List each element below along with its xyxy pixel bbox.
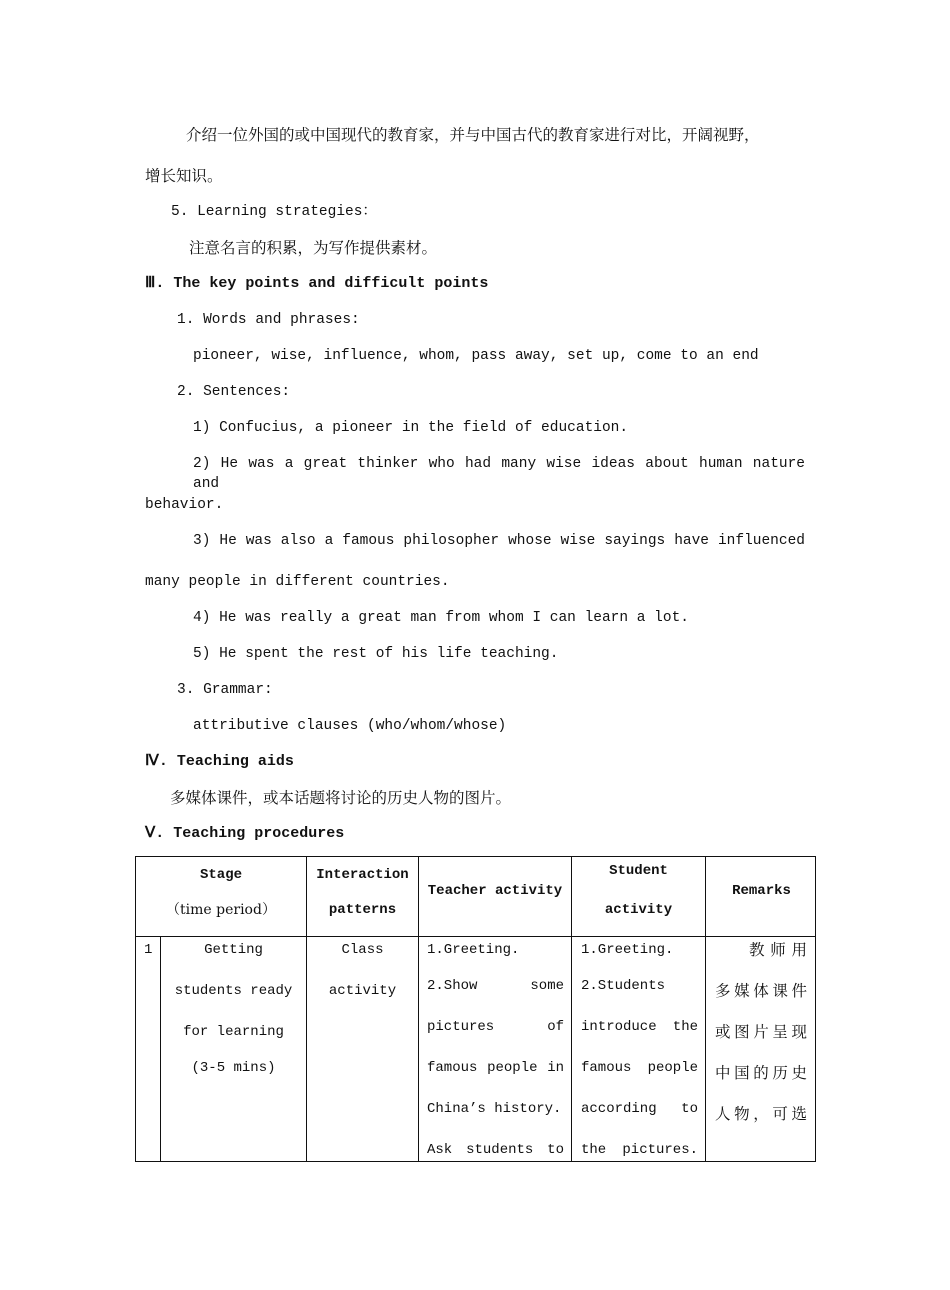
grammar-title: 3. Grammar:: [177, 682, 273, 698]
student-line: introduce the: [581, 1019, 698, 1035]
header-remarks-label: Remarks: [732, 883, 791, 899]
teacher-line: 1.Greeting.: [427, 942, 520, 958]
remarks-line: 多媒体课件: [715, 982, 807, 1000]
stage-line: (3-5 mins): [191, 1060, 276, 1076]
header-teacher-activity: [419, 857, 571, 925]
intro-line-2: 增长知识。: [145, 167, 223, 185]
student-line: 2.Students: [581, 978, 666, 994]
sentence-3-line-1: 3) He was also a famous philosopher whose wise sayings have influenced: [193, 533, 805, 549]
header-stage-sub: （time period）: [166, 902, 276, 918]
row-1-stage: [161, 937, 306, 1081]
remarks-line: 或图片呈现: [715, 1023, 807, 1041]
header-student-line-1: Student: [609, 863, 668, 879]
teacher-line: China’s history.: [427, 1101, 562, 1117]
intro-line-1: 介绍一位外国的或中国现代的教育家，并与中国古代的教育家进行对比，开阔视野，: [186, 126, 760, 144]
sentence-1: 1) Confucius, a pioneer in the field of education.: [193, 420, 629, 436]
row-1-remarks: [715, 937, 807, 1127]
header-interaction-line-1: Interaction: [316, 867, 409, 883]
student-line: the pictures.: [581, 1142, 698, 1158]
stage-line: for learning: [183, 1024, 284, 1040]
sentence-5: 5) He spent the rest of his life teaching.: [193, 646, 559, 662]
student-line: famous people: [581, 1060, 698, 1076]
header-student-activity: [572, 857, 705, 935]
remarks-line: 人物，可选: [715, 1105, 807, 1123]
remarks-line: 教师用: [749, 941, 807, 959]
strategies-title: 5. Learning strategies：: [171, 204, 377, 220]
sentence-2-line-2: behavior.: [145, 497, 224, 513]
header-interaction-line-2: patterns: [328, 902, 397, 918]
sentences-title: 2. Sentences:: [177, 384, 291, 400]
header-stage-label: Stage: [199, 867, 242, 883]
section-4-heading: Ⅳ. Teaching aids: [145, 753, 294, 770]
row-1-student-activity: [581, 937, 698, 1163]
stage-line: students ready: [174, 983, 293, 999]
sentence-4: 4) He was really a great man from whom I can learn a lot.: [193, 610, 689, 626]
stage-line: Getting: [204, 942, 263, 958]
header-interaction: [307, 857, 418, 929]
teacher-line: 2.Show some: [427, 978, 564, 994]
sentence-2-line-1: 2) He was a great thinker who had many wise ideas about human nature and: [193, 456, 805, 492]
teacher-line: famous people in: [427, 1060, 564, 1076]
header-teacher-label: Teacher activity: [427, 883, 563, 899]
header-student-line-2: activity: [604, 902, 673, 918]
grammar-text: attributive clauses (who/whom/whose): [193, 718, 507, 734]
teacher-line: Ask students to: [427, 1142, 564, 1158]
row-number-text: 1: [144, 942, 153, 958]
teaching-procedures-table: [135, 856, 816, 1162]
row-1-teacher-activity: [427, 937, 564, 1163]
interaction-line: Class: [341, 942, 384, 958]
section-3-heading: Ⅲ. The key points and difficult points: [145, 275, 489, 292]
row-number: [144, 937, 158, 963]
student-line: 1.Greeting.: [581, 942, 674, 958]
words-title: 1. Words and phrases:: [177, 312, 360, 328]
header-remarks: [706, 857, 817, 925]
header-stage: [136, 857, 306, 929]
teacher-line: pictures of: [427, 1019, 564, 1035]
student-line: according to: [581, 1101, 698, 1117]
interaction-line: activity: [328, 983, 397, 999]
strategies-text: 注意名言的积累，为写作提供素材。: [189, 239, 438, 257]
words-list: pioneer, wise, influence, whom, pass away, set up, come to an end: [193, 348, 759, 364]
section-5-heading: Ⅴ. Teaching procedures: [145, 825, 345, 842]
remarks-line: 中国的历史: [715, 1064, 807, 1082]
sentence-3-line-2: many people in different countries.: [145, 574, 450, 590]
row-1-interaction: [307, 937, 418, 1004]
teaching-aids-text: 多媒体课件，或本话题将讨论的历史人物的图片。: [170, 789, 512, 807]
